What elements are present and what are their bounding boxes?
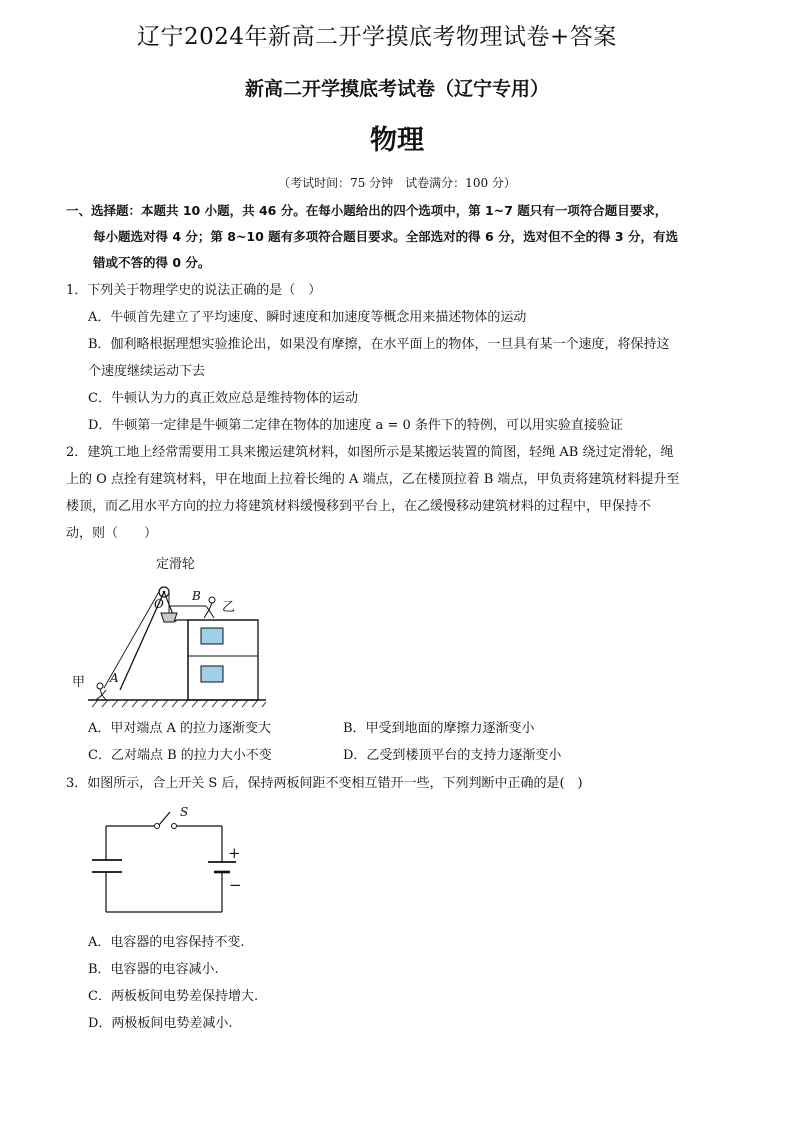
question-1-option-d: D．牛顿第一定律是牛顿第二定律在物体的加速度 a = 0 条件下的特例，可以用实验直接验证	[88, 418, 623, 433]
question-1-option-a: A．牛顿首先建立了平均速度、瞬时速度和加速度等概念用来描述物体的运动	[88, 310, 527, 325]
document-title: 辽宁2024年新高二开学摸底考物理试卷+答案	[137, 24, 617, 50]
question-2-stem-line-4: 动，则（ ）	[66, 526, 158, 541]
capacitor-circuit-figure	[88, 800, 248, 920]
person-jia-icon	[97, 683, 103, 689]
ground-hatching	[92, 700, 266, 707]
section-instruction-line-3: 错或不答的得 0 分。	[93, 255, 211, 270]
question-2-option-d: D．乙受到楼顶平台的支持力逐渐变小	[343, 748, 562, 763]
label-jia: 甲	[72, 675, 86, 690]
label-minus: −	[229, 876, 242, 894]
label-pulley: 定滑轮	[156, 557, 196, 572]
label-o: O	[154, 597, 164, 611]
switch-contact-right	[172, 824, 177, 829]
pulley-building-figure	[60, 550, 280, 710]
question-1-option-b: B．伽利略根据理想实验推论出，如果没有摩擦，在水平面上的物体，一旦具有某一个速度，将保持这	[88, 337, 670, 352]
question-3-option-b: B．电容器的电容减小.	[88, 962, 219, 977]
label-s: S	[180, 805, 189, 819]
label-a: A	[110, 671, 119, 685]
question-1-option-b-continued: 个速度继续运动下去	[88, 364, 206, 379]
question-1-option-c: C．牛顿认为力的真正效应总是维持物体的运动	[88, 391, 358, 406]
label-plus: +	[228, 844, 241, 862]
building-material-load	[161, 613, 177, 622]
question-2-stem-line-3: 楼顶，而乙用水平方向的拉力将建筑材料缓慢移到平台上，在乙缓慢移动建筑材料的过程中，甲保持不	[66, 499, 652, 514]
exam-info: （考试时间：75 分钟 试卷满分：100 分）	[278, 176, 516, 190]
section-instruction-line-1: 一、选择题：本题共 10 小题，共 46 分。在每小题给出的四个选项中，第 1~7 题只有一项符合题目要求，	[66, 203, 668, 218]
window-lower	[201, 666, 223, 682]
switch-contact-left	[155, 824, 160, 829]
label-yi: 乙	[222, 600, 236, 615]
question-2-option-b: B．甲受到地面的摩擦力逐渐变小	[343, 721, 535, 736]
question-3-option-a: A．电容器的电容保持不变.	[88, 935, 245, 950]
question-2-stem-line-1: 2．建筑工地上经常需要用工具来搬运建筑材料，如图所示是某搬运装置的简图，轻绳 AB 绕过定滑轮，绳	[66, 445, 674, 460]
question-3-option-c: C．两板板间电势差保持增大.	[88, 989, 259, 1004]
section-instruction-line-2: 每小题选对得 4 分；第 8~10 题有多项符合题目要求。全部选对的得 6 分，选对但不全的得 3 分，有选	[93, 229, 678, 244]
question-2-stem-line-2: 上的 O 点拴有建筑材料，甲在地面上拉着长绳的 A 端点，乙在楼顶拉着 B 端点，甲负责将建筑材料提升至	[66, 472, 680, 487]
person-yi-icon	[209, 597, 215, 603]
label-b: B	[192, 589, 201, 603]
window-upper	[201, 628, 223, 644]
switch-s	[159, 812, 170, 825]
subject-title: 物理	[370, 125, 424, 156]
question-3-stem: 3．如图所示，合上开关 S 后，保持两板间距不变相互错开一些，下列判断中正确的是( )	[66, 776, 583, 791]
question-2-option-a: A．甲对端点 A 的拉力逐渐变大	[88, 721, 272, 736]
question-3-option-d: D．两极板间电势差减小.	[88, 1016, 233, 1031]
exam-subtitle: 新高二开学摸底考试卷（辽宁专用）	[244, 78, 549, 100]
question-1-stem: 1．下列关于物理学史的说法正确的是（ ）	[66, 283, 322, 298]
question-2-option-c: C．乙对端点 B 的拉力大小不变	[88, 748, 272, 763]
